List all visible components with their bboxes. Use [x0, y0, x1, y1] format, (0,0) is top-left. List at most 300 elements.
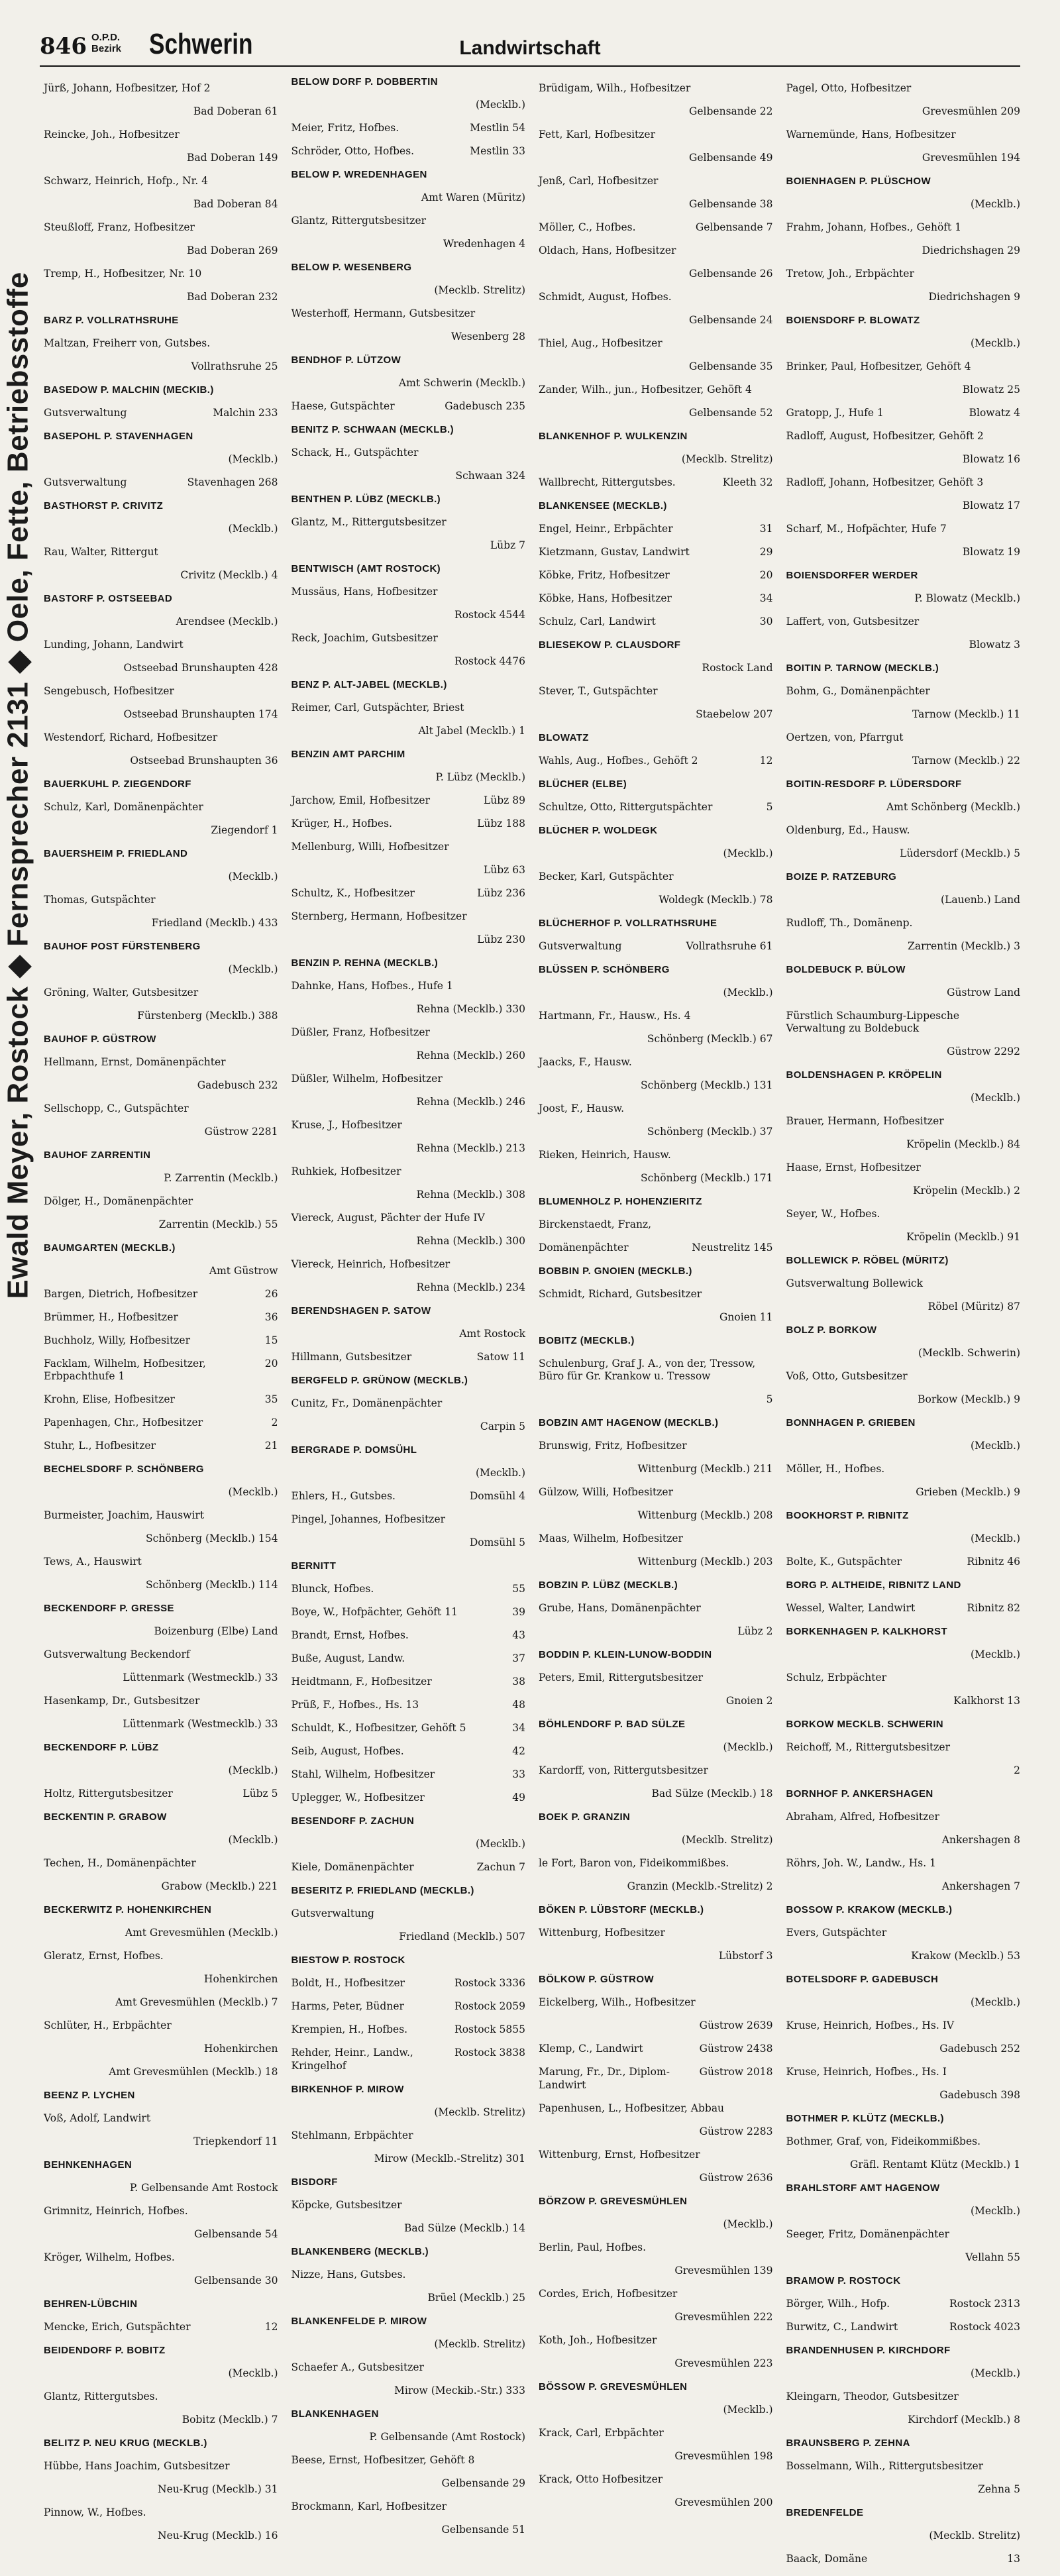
location-line: (Mecklb.) [475, 1467, 525, 1479]
place-heading: BERNITT [291, 1560, 337, 1572]
listing-name: Rau, Walter, Rittergut [44, 545, 158, 558]
place-heading: BESENDORF P. ZACHUN [291, 1815, 415, 1827]
location-line: Güstrow 2283 [699, 2125, 773, 2137]
listing-row [292, 2047, 526, 2072]
location-line: Kalkhorst 13 [953, 1695, 1020, 1707]
place-heading: BOITIN-RESDORF P. LÜDERSDORF [786, 778, 962, 790]
listing-name: Pingel, Johannes, Hofbesitzer [291, 1513, 446, 1525]
location-line: Güstrow 2292 [947, 1046, 1020, 1057]
listing-name: Baack, Domäne [786, 2553, 868, 2565]
location-line: Friedland (Mecklb.) 433 [151, 916, 278, 929]
listing-row [539, 940, 773, 953]
listing-name: Frahm, Johann, Hofbes., Gehöft 1 [786, 221, 962, 233]
listing-name: Kruse, Heinrich, Hofbes., Hs. IV [786, 2019, 955, 2031]
location-line: Alt Jabel (Mecklb.) 1 [418, 725, 525, 737]
place-heading: BECKERWITZ P. HOHENKIRCHEN [44, 1904, 212, 1915]
listing-name: Krohn, Elise, Hofbesitzer [44, 1393, 175, 1405]
location-line: Blowatz 19 [962, 545, 1020, 558]
listing-row [292, 887, 526, 900]
listing-name: Kietzmann, Gustav, Landwirt [539, 545, 690, 558]
listing-name: Engel, Heinr., Erbpächter [539, 522, 673, 535]
place-heading: BENTWISCH (AMT ROSTOCK) [291, 563, 441, 574]
listing-name: Radloff, August, Hofbesitzer, Gehöft 2 [786, 429, 984, 442]
location-line: Grevesmühlen 198 [674, 2449, 773, 2462]
listing-phone: 43 [512, 1629, 525, 1641]
listing-phone: Kleeth 32 [722, 476, 773, 488]
location-line: (Mecklb.) [723, 2403, 773, 2416]
place-heading: BORG P. ALTHEIDE, RIBNITZ LAND [786, 1580, 961, 1591]
listing-phone: 48 [512, 1699, 525, 1711]
place-heading: BEHREN-LÜBCHIN [44, 2298, 138, 2310]
location-line: Neu-Krug (Mecklb.) 16 [158, 2530, 278, 2542]
listing-row [539, 1242, 773, 1255]
place-heading: BAUHOF POST FÜRSTENBERG [44, 940, 201, 952]
directory-columns [44, 72, 1020, 2565]
listing-phone: Stavenhagen 268 [187, 476, 278, 488]
location-line: Amt Grevesmühlen (Mecklb.) 7 [115, 1996, 278, 2008]
place-heading: BISDORF [291, 2176, 338, 2188]
listing-phone: 15 [264, 1334, 278, 1346]
listing-name: Cunitz, Fr., Domänenpächter [291, 1397, 443, 1409]
location-line: Gelbensande 22 [688, 105, 773, 117]
listing-name: Brüdigam, Wilh., Hofbesitzer [539, 81, 691, 94]
listing-name: Reck, Joachim, Gutsbesitzer [291, 632, 438, 644]
location-line: Mirow (Mecklb.-Strelitz) 301 [374, 2152, 525, 2165]
listing-name: Kruse, Heinrich, Hofbes., Hs. I [786, 2066, 947, 2078]
listing-name: Schulz, Carl, Landwirt [539, 615, 656, 627]
location-line: Gelbensande 52 [688, 406, 773, 419]
place-heading: BAUHOF P. GÜSTROW [44, 1033, 156, 1045]
place-heading: BEENZ P. LYCHEN [44, 2090, 135, 2101]
location-line: Diedrichshagen 9 [928, 290, 1020, 303]
listing-name: Domänenpächter [539, 1241, 629, 1254]
listing-row [292, 1977, 526, 1990]
listing-name: Laffert, von, Gutsbesitzer [786, 615, 920, 627]
place-heading: BEHNKENHAGEN [44, 2159, 132, 2171]
listing-row [292, 1606, 526, 1619]
listing-name: Schultz, K., Hofbesitzer [291, 887, 415, 899]
location-line: Güstrow 2639 [699, 2019, 773, 2031]
location-line: Rostock 4544 [454, 609, 525, 621]
location-line: (Mecklb.) [228, 453, 278, 465]
listing-phone: Lübz 236 [477, 887, 525, 899]
place-heading: BOLDEBUCK P. BÜLOW [786, 963, 906, 975]
listing-name: Gleratz, Ernst, Hofbes. [44, 1950, 164, 1962]
location-line: Zarrentin (Mecklb.) 55 [158, 1218, 278, 1230]
location-line: Schönberg (Mecklb.) 154 [146, 1532, 278, 1544]
listing-name: le Fort, Baron von, Fideikommißbes. [539, 1857, 729, 1869]
location-line: (Mecklb. Strelitz) [681, 453, 773, 465]
location-line: Lübstorf 3 [718, 1950, 773, 1962]
listing-row [292, 818, 526, 831]
listing-name: Oldach, Hans, Hofbesitzer [539, 244, 676, 256]
listing-name: Bohm, G., Domänenpächter [786, 684, 930, 697]
listing-row [292, 1745, 526, 1758]
location-line: Schönberg (Mecklb.) 37 [647, 1125, 773, 1138]
location-line: Gelbensande 38 [688, 197, 773, 210]
listing-name: Kiele, Domänenpächter [291, 1861, 414, 1873]
listing-name: Tremp, H., Hofbesitzer, Nr. 10 [44, 267, 202, 280]
listing-phone: Rostock 4023 [949, 2321, 1020, 2333]
place-heading: BOITIN P. TARNOW (MECKLB.) [786, 662, 939, 674]
location-line: (Mecklb.) [723, 1741, 773, 1753]
place-heading: BENZIN P. REHNA (MECKLB.) [291, 957, 439, 969]
listing-name: Jaacks, F., Hausw. [539, 1055, 632, 1068]
location-line: Grieben (Mecklb.) 9 [916, 1486, 1020, 1498]
place-heading: BÖKEN P. LÜBSTORF (MECKLB.) [539, 1904, 704, 1915]
listing-name: Hübbe, Hans Joachim, Gutsbesitzer [44, 2460, 230, 2472]
location-line: Amt Schwerin (Mecklb.) [398, 377, 525, 389]
location-line: Tarnow (Mecklb.) 11 [912, 708, 1020, 720]
location-line: Bobitz (Mecklb.) 7 [182, 2414, 278, 2426]
listing-row [786, 2321, 1021, 2334]
listing-name: Kardorff, von, Rittergutsbesitzer [539, 1764, 708, 1776]
location-line: (Mecklb.) [970, 1532, 1020, 1544]
listing-name: Rudloff, Th., Domänenp. [786, 916, 913, 929]
location-line: Amt Rostock [459, 1328, 525, 1340]
city-title: Schwerin [149, 28, 253, 60]
listing-name: Seeger, Fritz, Domänenpächter [786, 2228, 949, 2240]
listing-phone: 34 [512, 1722, 525, 1734]
location-line: Bad Doberan 61 [193, 105, 278, 117]
listing-name: Jürß, Johann, Hofbesitzer, Hof 2 [44, 81, 211, 94]
listing-name: Burmeister, Joachim, Hauswirt [44, 1509, 205, 1521]
location-line: Gelbensande 24 [688, 313, 773, 326]
location-line: Neu-Krug (Mecklb.) 31 [158, 2483, 278, 2495]
location-line: Ostseebad Brunshaupten 428 [123, 661, 278, 674]
location-line: Güstrow 2636 [699, 2171, 773, 2184]
listing-name: Grimnitz, Heinrich, Hofbes. [44, 2205, 188, 2217]
location-line: Fürstenberg (Mecklb.) 388 [137, 1009, 278, 1022]
location-line: (Mecklb.) [228, 1834, 278, 1846]
opd-line-1: O.P.D. [91, 32, 121, 43]
location-line: Rehna (Mecklb.) 246 [416, 1096, 525, 1108]
listing-name: Thomas, Gutspächter [44, 893, 156, 906]
location-line: Blowatz 16 [962, 453, 1020, 465]
location-line: Amt Grevesmühlen (Mecklb.) [125, 1927, 278, 1939]
location-line: Gelbensande 35 [688, 360, 773, 372]
listing-name: Bosselmann, Wilh., Rittergutsbesitzer [786, 2460, 984, 2472]
side-advertisement [0, 113, 36, 1458]
location-line: Gelbensande 49 [688, 151, 773, 164]
place-heading: BIESTOW P. ROSTOCK [291, 1955, 405, 1966]
listing-row [292, 2000, 526, 2013]
listing-name: Becker, Karl, Gutspächter [539, 870, 674, 883]
place-heading: BERENDSHAGEN P. SATOW [291, 1305, 431, 1316]
place-heading: BOIZE P. RATZEBURG [786, 871, 897, 883]
listing-name: Berlin, Paul, Hofbes. [539, 2241, 647, 2253]
listing-row [539, 616, 773, 629]
listing-phone: 20 [264, 1357, 278, 1369]
listing-name: Krempien, H., Hofbes. [291, 2023, 408, 2035]
place-heading: BERGFELD P. GRÜNOW (MECKLB.) [291, 1375, 468, 1386]
location-line: Gadebusch 252 [939, 2043, 1020, 2055]
listing-phone: Rostock 3838 [454, 2047, 525, 2059]
listing-name: Cordes, Erich, Hofbesitzer [539, 2287, 678, 2300]
listing-name: Buße, August, Landw. [291, 1652, 405, 1664]
listing-name: Brinker, Paul, Hofbesitzer, Gehöft 4 [786, 360, 971, 372]
location-line: Lübz 2 [737, 1625, 773, 1637]
location-line: (Mecklb.) [723, 847, 773, 859]
place-heading: BOBBIN P. GNOIEN (MECKLB.) [539, 1265, 692, 1277]
location-line: Bad Doberan 84 [193, 197, 278, 210]
listing-phone: Rostock 2059 [454, 2000, 525, 2012]
listing-phone: 33 [512, 1768, 525, 1780]
location-line: (Mecklb.) [228, 870, 278, 883]
listing-name: Seyer, W., Hofbes. [786, 1208, 880, 1220]
listing-phone: Satow 11 [476, 1351, 525, 1363]
listing-name: Boldt, H., Hofbesitzer [291, 1977, 405, 1989]
listing-name: Brauer, Hermann, Hofbesitzer [786, 1115, 944, 1127]
listing-name: Mellenburg, Willi, Hofbesitzer [291, 841, 449, 853]
listing-name: Peters, Emil, Rittergutsbesitzer [539, 1672, 704, 1684]
place-heading: BOBITZ (MECKLB.) [539, 1334, 635, 1346]
listing-name: Holtz, Rittergutsbesitzer [44, 1788, 173, 1799]
listing-name: Stahl, Wilhelm, Hofbesitzer [291, 1768, 435, 1780]
listing-row [786, 407, 1021, 420]
listing-row [44, 1788, 278, 1801]
listing-name: Stuhr, L., Hofbesitzer [44, 1440, 156, 1452]
place-heading: BLÜCHERHOF P. VOLLRATHSRUHE [539, 917, 717, 929]
location-line: Zehna 5 [978, 2483, 1020, 2495]
listing-name: Fett, Karl, Hofbesitzer [539, 128, 656, 140]
listing-name: Bolte, K., Gutspächter [786, 1556, 902, 1568]
listing-row [292, 1351, 526, 1364]
location-line: Röbel (Müritz) 87 [928, 1301, 1020, 1313]
listing-phone: Neustrelitz 145 [692, 1241, 773, 1254]
place-heading: BOEK P. GRANZIN [539, 1811, 631, 1823]
listing-phone: 21 [264, 1440, 278, 1452]
listing-name: Wittenburg, Ernst, Hofbesitzer [539, 2148, 700, 2161]
place-heading: BEIDENDORF P. BOBITZ [44, 2345, 166, 2356]
listing-row [292, 1490, 526, 1503]
location-line: Gelbensande 30 [193, 2275, 278, 2286]
listing-phone: Gadebusch 235 [445, 400, 525, 412]
location-line: Triepkendorf 11 [193, 2135, 278, 2147]
listing-name: Brunswig, Fritz, Hofbesitzer [539, 1440, 687, 1452]
listing-row [292, 1583, 526, 1596]
location-line: Güstrow 2281 [204, 1125, 278, 1138]
listing-name: Börger, Wilh., Hofp. [786, 2298, 890, 2310]
listing-row [44, 476, 278, 490]
listing-name: Glantz, Rittergutsbesitzer [291, 215, 427, 227]
listing-name: Evers, Gutspächter [786, 1927, 887, 1939]
listing-row [44, 407, 278, 420]
location-line: (Mecklb.) [228, 963, 278, 975]
listing-name: Oldenburg, Ed., Hausw. [786, 824, 910, 836]
listing-phone: 37 [512, 1652, 525, 1664]
listing-row [292, 1676, 526, 1689]
listing-name: Wittenburg, Hofbesitzer [539, 1927, 665, 1939]
listing-row [786, 1602, 1021, 1615]
listing-name: Fürstlich Schaumburg-Lippesche Verwaltung zu Boldebuck [786, 1009, 960, 1034]
location-line: Schönberg (Mecklb.) 67 [647, 1032, 773, 1045]
location-line: P. Blowatz (Mecklb.) [914, 592, 1020, 604]
location-line: Mirow (Meckib.-Str.) 333 [394, 2384, 525, 2396]
opd-line-2: Bezirk [91, 43, 122, 54]
column-2 [292, 72, 526, 2576]
place-heading: BOIENHAGEN P. PLÜSCHOW [786, 175, 931, 187]
place-heading: BLOWATZ [539, 731, 589, 743]
listing-name: Bargen, Dietrich, Hofbesitzer [44, 1287, 198, 1300]
location-line: Schwaan 324 [455, 470, 525, 482]
listing-name: Techen, H., Domänenpächter [44, 1857, 196, 1869]
listing-phone: Gelbensande 7 [695, 221, 773, 233]
location-line: Schönberg (Mecklb.) 171 [641, 1171, 773, 1184]
location-line: Rehna (Mecklb.) 300 [416, 1235, 525, 1247]
location-line: Ostseebad Brunshaupten 174 [123, 708, 278, 720]
location-line: (Mecklb.) [970, 2205, 1020, 2217]
listing-phone: 2 [271, 1417, 278, 1428]
location-line: Brüel (Mecklb.) 25 [427, 2291, 525, 2304]
listing-name: Ruhkiek, Hofbesitzer [291, 1165, 401, 1177]
listing-name: Warnemünde, Hans, Hofbesitzer [786, 128, 956, 140]
listing-phone: Malchin 233 [213, 406, 278, 419]
location-line: (Lauenb.) Land [941, 893, 1020, 906]
place-heading: BARZ P. VOLLRATHSRUHE [44, 314, 179, 326]
listing-row [44, 1417, 278, 1430]
listing-name: Stehlmann, Erbpächter [291, 2129, 413, 2141]
listing-row [786, 2553, 1021, 2566]
location-line: (Mecklb.) [970, 1440, 1020, 1452]
location-line: Arendsee (Mecklb.) [176, 615, 278, 627]
place-heading: BÖSSOW P. GREVESMÜHLEN [539, 2381, 688, 2392]
listing-phone: 13 [1007, 2553, 1020, 2565]
listing-name: Hillmann, Gutsbesitzer [291, 1351, 412, 1363]
place-heading: BRAUNSBERG P. ZEHNA [786, 2438, 910, 2449]
location-line: (Mecklb.) [475, 99, 525, 111]
listing-name: Sternberg, Hermann, Hofbesitzer [291, 910, 467, 922]
place-heading: BECKENDORF P. LÜBZ [44, 1742, 159, 1753]
listing-name: Dahnke, Hans, Hofbes., Hufe 1 [291, 980, 453, 992]
place-heading: BLIESEKOW P. CLAUSDORF [539, 639, 681, 651]
listing-name: Sellschopp, C., Gutspächter [44, 1102, 189, 1114]
location-line: Güstrow Land [947, 986, 1020, 998]
listing-name: Scharf, M., Hofpächter, Hufe 7 [786, 522, 947, 535]
location-line: Grabow (Mecklb.) 221 [161, 1880, 278, 1892]
listing-name: Köpcke, Gutsbesitzer [291, 2198, 402, 2211]
listing-name: Brandt, Ernst, Hofbes. [291, 1629, 409, 1641]
place-heading: BOLDENSHAGEN P. KRÖPELIN [786, 1069, 942, 1081]
listing-name: Prüß, F., Hofbes., Hs. 13 [291, 1699, 419, 1711]
listing-row [292, 122, 526, 135]
location-line: Lüdersdorf (Mecklb.) 5 [900, 847, 1020, 859]
listing-phone: 5 [766, 800, 773, 813]
listing-name: Pinnow, W., Hofbes. [44, 2506, 146, 2518]
location-line: Lübz 7 [490, 539, 525, 551]
listing-row [292, 145, 526, 158]
listing-phone: Mestlin 54 [470, 122, 525, 134]
listing-phone: 12 [759, 754, 773, 767]
listing-row [786, 1556, 1021, 1569]
listing-name: Dölger, H., Domänenpächter [44, 1195, 193, 1207]
location-line: (Mecklb.) [228, 522, 278, 535]
listing-name: Joost, F., Hausw. [539, 1102, 625, 1114]
place-heading: BRAMOW P. ROSTOCK [786, 2275, 901, 2286]
location-line: Kröpelin (Mecklb.) 84 [906, 1138, 1020, 1150]
location-line: Kröpelin (Mecklb.) 91 [906, 1231, 1020, 1243]
location-line: Gräfl. Rentamt Klütz (Mecklb.) 1 [849, 2159, 1020, 2171]
listing-name: Seib, August, Hofbes. [291, 1745, 404, 1757]
location-line: Kirchdorf (Mecklb.) 8 [908, 2414, 1020, 2426]
location-line: P. Gelbensande Amt Rostock [129, 2182, 278, 2194]
listing-phone: Ribnitz 82 [967, 1602, 1020, 1614]
listing-name: Glantz, M., Rittergutsbesitzer [291, 516, 447, 528]
place-heading: BASTHORST P. CRIVITZ [44, 500, 164, 511]
listing-name: Bothmer, Graf, von, Fideikommißbes. [786, 2135, 981, 2147]
listing-name: Ehlers, H., Gutsbes. [291, 1490, 396, 1502]
place-heading: BERGRADE P. DOMSÜHL [291, 1444, 417, 1456]
listing-row [44, 1334, 278, 1348]
listing-name: Tews, A., Hauswirt [44, 1556, 142, 1568]
listing-name: Rehder, Heinr., Landw., Kringelhof [291, 2047, 413, 2072]
listing-name: Reimer, Carl, Gutspächter, Briest [291, 702, 464, 714]
listing-name: Pagel, Otto, Hofbesitzer [786, 81, 912, 94]
location-line: Borkow (Mecklb.) 9 [918, 1393, 1020, 1405]
listing-name: Schröder, Otto, Hofbes. [291, 145, 415, 157]
listing-name: Westendorf, Richard, Hofbesitzer [44, 731, 218, 743]
listing-name: Glantz, Rittergutsbes. [44, 2390, 158, 2402]
listing-name: Köbke, Fritz, Hofbesitzer [539, 568, 670, 581]
place-heading: BLÜCHER (ELBE) [539, 778, 627, 790]
listing-name: Thiel, Aug., Hofbesitzer [539, 337, 662, 349]
listing-name: Gröning, Walter, Gutsbesitzer [44, 986, 199, 998]
location-line: Rehna (Mecklb.) 330 [416, 1003, 525, 1015]
location-line: (Mecklb. Strelitz) [681, 1834, 773, 1846]
listing-row [292, 1652, 526, 1666]
listing-row [44, 1440, 278, 1453]
location-line: Gelbensande 29 [441, 2477, 525, 2489]
location-line: Wesenberg 28 [450, 331, 525, 343]
location-line: Wittenburg (Mecklb.) 208 [637, 1509, 773, 1521]
place-heading: BELOW P. WESENBERG [291, 262, 412, 273]
place-heading: BONNHAGEN P. GRIEBEN [786, 1417, 916, 1428]
listing-row [44, 1393, 278, 1407]
listing-phone: Blowatz 4 [969, 406, 1020, 419]
listing-name: Burwitz, C., Landwirt [786, 2321, 898, 2333]
location-line: Crivitz (Mecklb.) 4 [180, 568, 278, 581]
location-line: Rehna (Mecklb.) 234 [416, 1281, 525, 1293]
place-heading: BOBZIN P. LÜBZ (MECKLB.) [539, 1580, 678, 1591]
listing-name: Harms, Peter, Büdner [291, 2000, 404, 2012]
place-heading: BELITZ P. NEU KRUG (MECKLB.) [44, 2438, 207, 2449]
listing-phone: 49 [512, 1792, 525, 1803]
section-title: Landwirtschaft [459, 37, 601, 59]
listing-row [292, 1722, 526, 1735]
column-4 [786, 72, 1021, 2576]
location-line: Woldegk (Mecklb.) 78 [659, 893, 773, 906]
listing-name: Buchholz, Willy, Hofbesitzer [44, 1334, 190, 1346]
listing-name: Reichoff, M., Rittergutsbesitzer [786, 1741, 951, 1753]
place-heading: BOOKHORST P. RIBNITZ [786, 1510, 909, 1521]
listing-phone: 55 [512, 1583, 525, 1595]
place-heading: BÖHLENDORF P. BAD SÜLZE [539, 1719, 686, 1730]
listing-name: Stever, T., Gutspächter [539, 684, 658, 697]
listing-name: Schulz, Karl, Domänenpächter [44, 800, 203, 813]
listing-name: Krack, Otto Hofbesitzer [539, 2473, 663, 2485]
place-heading: BRAHLSTORF AMT HAGENOW [786, 2182, 940, 2194]
listing-name: Möller, H., Hofbes. [786, 1463, 885, 1475]
listing-name: Wessel, Walter, Landwirt [786, 1602, 916, 1614]
location-line: Schönberg (Mecklb.) 131 [641, 1079, 773, 1091]
place-heading: BOSSOW P. KRAKOW (MECKLB.) [786, 1904, 953, 1915]
listing-name: Jenß, Carl, Hofbesitzer [539, 174, 659, 187]
listing-name: Sengebusch, Hofbesitzer [44, 684, 174, 697]
place-heading: BLUMENHOLZ P. HOHENZIERITZ [539, 1195, 702, 1207]
location-line: Bad Doberan 269 [187, 244, 278, 256]
listing-name: Nizze, Hans, Gutsbes. [291, 2268, 406, 2281]
location-line: (Mecklb.) [723, 2218, 773, 2230]
